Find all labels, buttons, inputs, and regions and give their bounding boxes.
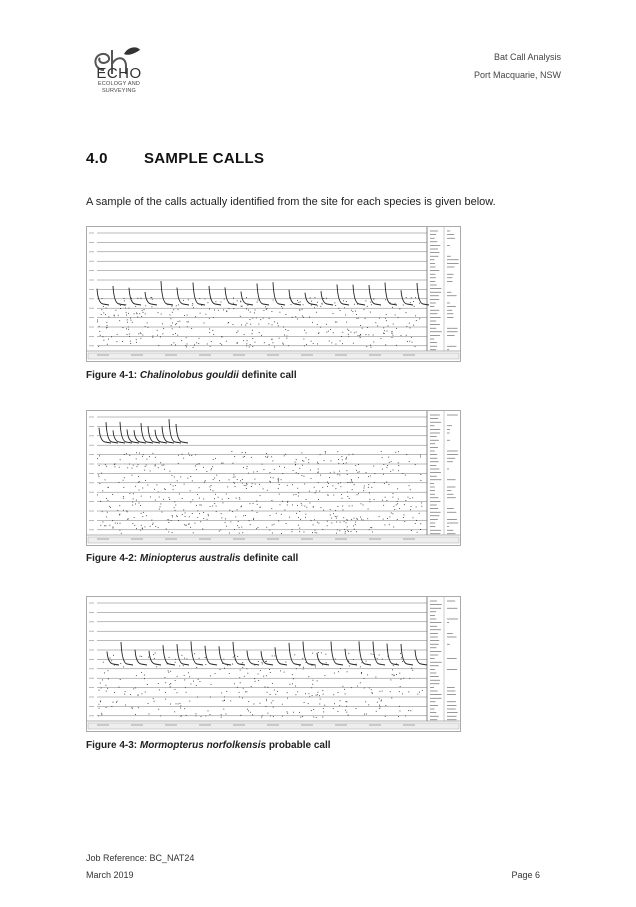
section-intro: A sample of the calls actually identified from the site for each species is given below. [86,196,496,208]
logo-name: ECHO [96,65,142,82]
figure-1-image [86,226,461,362]
logo-subtitle-2: SURVEYING [101,87,137,94]
section-number: 4.0 [86,150,108,167]
job-reference: Job Reference: BC_NAT24 [86,853,195,863]
logo-text [88,66,150,94]
figure-1-species: Chalinolobus gouldii [139,370,239,381]
figure-2-species: Miniopterus australis [139,553,241,564]
figure-2-caption [86,553,298,564]
page-number: Page 6 [511,870,540,880]
figure-3-status: probable call [268,740,331,751]
figure-1-status: definite call [241,370,297,381]
document-title: Bat Call Analysis [493,52,561,62]
figure-2-image [86,410,461,546]
figure-2-status: definite call [243,553,299,564]
figure-2-label: Figure 4-2: [86,553,138,564]
logo-subtitle-1: ECOLOGY AND [97,81,141,87]
section-heading [86,150,264,167]
figure-1-label: Figure 4-1: [86,370,138,381]
figure-3-species: Mormopterus norfolkensis [139,740,267,751]
figure-3-caption [86,740,331,751]
figure-3-image [86,596,461,732]
section-title: SAMPLE CALLS [144,150,265,167]
document-location: Port Macquarie, NSW [473,70,561,80]
footer-date: March 2019 [86,870,134,880]
figure-1-caption [86,370,297,381]
figure-3-label: Figure 4-3: [86,740,138,751]
